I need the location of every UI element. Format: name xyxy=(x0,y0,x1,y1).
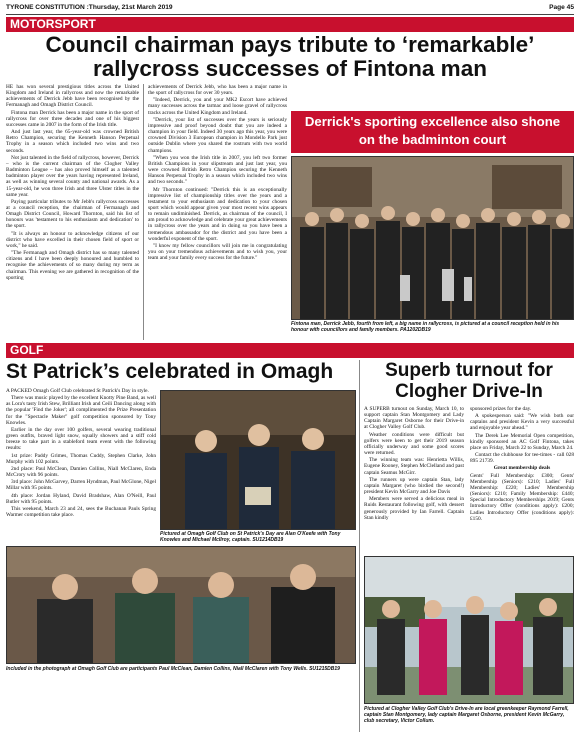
omagh-presentation-image xyxy=(161,391,356,530)
clogher-drive-in-image xyxy=(365,557,574,704)
section-bar-golf: GOLF xyxy=(6,343,574,358)
paragraph: "Derrick, your list of successes over the years is seriously impressive and proof beyond doubt that you are indeed a champion in your field. Indeed 30 years ago this year, you were crowned Division 3 European champion in Mondello Park just outside Dublin where you shared the rostrum with two world champions. xyxy=(148,116,287,154)
column-divider xyxy=(359,360,360,732)
page-number: Page 45 xyxy=(549,4,574,11)
paragraph: The winning team was: Henrietta Willis, Eugene Rooney, Stephen McClelland and past captain Seamus McGirr. xyxy=(364,457,464,476)
rally-headline: Council chairman pays tribute to ‘remarkable’ rallycross successes of Fintona man xyxy=(45,32,535,81)
omagh-headline: St Patrick’s celebrated in Omagh xyxy=(6,360,334,383)
paragraph: sponsored prizes for the day. xyxy=(470,406,532,412)
clogher-column-1 xyxy=(364,406,464,522)
paragraph: Members were served a delicious meal in Ruids Restaurant following golf, with dessert generously provided by Ian Farrell. Captain Stan kindly xyxy=(364,496,464,521)
page-header xyxy=(6,3,574,15)
paragraph: "Indeed, Derrick, you and your MK2 Escort have achieved many successes across the tarmac and loose gravel of rallycross tracks across the United Kingdom and Ireland. xyxy=(148,97,287,116)
clogher-headline: Superb turnout for Clogher Drive-In xyxy=(385,360,553,402)
group-photo-image xyxy=(292,157,574,320)
clogher-photo-caption: Pictured at Clogher Valley Golf Club's Drive-In are local greenkeeper Raymond Farrell, captain Stan Montgomery, lady captain Margaret Osborne, president Kevin McGarry, club secretary, Victor Collum. xyxy=(364,706,569,724)
clogher-column-2 xyxy=(470,406,574,523)
council-photo-caption: Fintona man, Derrick Jebb, fourth from left, a big name in rallycross, is pictured at a council reception held in his honour with councillors and family members. PA1202DB19 xyxy=(291,321,560,333)
paragraph: And just last year, the 65-year-old was crowned British Retro Champion, securing the Kenneth Hanson Perpetual Trophy in a season which included two wins and two seconds. xyxy=(6,129,139,154)
paper-dateline: TYRONE CONSTITUTION :Thursday, 21st March 2019 xyxy=(6,4,173,11)
paragraph: This weekend, March 23 and 24, sees the Buchanan Pauls Spring Warmer competition take place. xyxy=(6,505,156,518)
omagh-photo-2-caption: Included in the photograph at Omagh Golf Club are participants Paul McClean, Damien Collins, Niall McClaren with Tony Wells. SU1215DB19 xyxy=(6,666,340,672)
membership-subhead: Great membership deals xyxy=(493,465,551,472)
paragraph: 1st prize: Paddy Grimes, Thomas Cuddy, Stephen Clarke, John Murphy with 102 points. xyxy=(6,452,156,465)
paragraph: A spokesperson said: "We wish both our captains and president Kevin a very successful and enjoyable year ahead." xyxy=(470,413,574,432)
paragraph: Weather conditions were difficult but golfers were keen to get their 2019 season officially underway and some good scores were returned. xyxy=(364,431,464,457)
rally-column-2 xyxy=(148,84,287,262)
paragraph: The runners up were captain Stan, lady captain Margaret (who birdied the second!) president Kevin McGarry and Joe Davis xyxy=(364,476,464,496)
paragraph: A SUPERB turnout on Sunday, March 10, to support captain Stan Montgomery and Lady Captain Margaret Osborne for their Drive-in at Clogher Valley Golf Club. xyxy=(364,406,464,431)
paragraph: 2nd place: Paul McClean, Damien Collins, Niall McClaren, Enda McCrory with 96 points. xyxy=(6,465,156,479)
paragraph: Mr Thornton continued: "Derrick this is an exceptionally impressive list of championship titles over the years and a testament to your enthusiasm and dedication to your chosen sport which would appear given your most recent wins appears to remain undiminished. Derrick, as chairman of the council, I am proud to acknowledge and celebrate your great achievements in rallycross over the years and in doing so you have been a tremendous ambassador for the district and you have been a wonderful exponent of the sport. xyxy=(148,186,287,242)
paragraph: Fintona man Derrick has been a major name in the sport of rallycross for over three decades and one of his biggest successes came in 2007 in the form of the Irish title. xyxy=(6,109,139,128)
paragraph: "It is always an honour to acknowledge citizens of our district who have excelled in their chosen field of sport or work," he said. xyxy=(6,230,139,249)
paragraph: The Derek Lee Memorial Open competition, kindly sponsored an AC Golf Fintona, takes place on Friday, March 22 to Sunday, March 24. xyxy=(470,432,574,451)
paragraph: 4th place: Jordan Hyland, David Bradshaw, Alan O'Neill, Paul Butler with 95 points. xyxy=(6,492,156,505)
paragraph: Earlier in the day over 100 golfers, several wearing traditional green outfits, braved light snow, squally showers and a stiff cold breeze to take part in a stableford team event with the following results: xyxy=(6,426,156,452)
omagh-photo-1-caption: Pictured at Omagh Golf Club on St Patrick's Day are Alan O'Keefe with Tony Knowles and Michael McIlroy, captain. SU1214DB19 xyxy=(160,531,341,543)
membership-prices: Gents' Full Membership: £300; Gents' Membership (Seniors): £210; Ladies' Full Membership: £220; Ladies' Membership (Seniors): £210; Family Membership: £440; Special Introductory Memberships 2019; Gents Introductory Offer (conditions apply): £200; Ladies Introductory Offer (conditions apply): £150. xyxy=(470,472,574,522)
paragraph: "I know my fellow councillors will join me in congratulating you on your tremendous achievements and to wish you, your team and your family every success for the future." xyxy=(148,242,287,262)
clogher-photo xyxy=(364,556,574,704)
paragraph: achievements of Derrick Jebb, who has been a major name in the sport of rallycross for over 30 years. xyxy=(148,84,287,97)
paragraph: Paying particular tributes to Mr Jebb's rallycross successes at a council reception, the chairman of Fermanagh and Omagh District Council, Howard Thornton, said his list of honours was 'testament to his enthusiasm and dedication' to the sport. xyxy=(6,198,139,230)
paragraph: HE has won several prestigious titles across the United Kingdom and Ireland in rallycross and now the remarkable achievements of Derrick Jebb have been recognised by the Fermanagh and Omagh District Council. xyxy=(6,84,139,109)
paragraph: Contact the clubhouse for tee-times - call 028 895 21739. xyxy=(470,452,574,465)
column-divider xyxy=(143,84,144,340)
sidebar-headline: Derrick's sporting excellence also shone on the badminton court xyxy=(291,111,574,153)
section-bar-motorsport: MOTORSPORT xyxy=(6,17,574,32)
omagh-body xyxy=(6,388,156,519)
paragraph: "The Fermanagh and Omagh district has so many talented citizens and I have been deeply honoured and humbled to recognise the achievements of so many during my term as chairman. This evening we are gathered in recognition of the sporting xyxy=(6,250,139,281)
paragraph: There was music played by the excellent Knotty Pine Band, as well as Lora's tasty Irish Stew, Brilliant Irish and Ceili Dancing along with the popular 'Find the Joker'; all complimented the Prize Presentation for the "Spectacle Maker" golf competition sponsored by Tony Knowles. xyxy=(6,395,156,426)
paragraph: A PACKED Omagh Golf Club celebrated St Patrick's Day in style. xyxy=(6,388,149,394)
omagh-photo-2 xyxy=(6,546,356,664)
paragraph: Not just talented in the field of rallycross, however, Derrick – who is the current chairman of the Clogher Valley Badminton League – has also proved himself as a talented badminton player over the years having represented Ireland, as well as winning several county and national awards. As a 15-year-old, he won three Irish and three Ulster titles in the same year. xyxy=(6,154,139,198)
council-reception-photo xyxy=(291,156,574,320)
paragraph: 3rd place: John McGarvey, Darren Hyndman, Paul McGlone, Nigel Millar with 95 points. xyxy=(6,479,156,492)
omagh-photo-1 xyxy=(160,390,356,530)
omagh-participants-image xyxy=(7,547,356,664)
paragraph: "When you won the Irish title in 2007, you left two former British Champions in your slipstream and just last year, you were crowned British Retro Champion securing the Kenneth Hanson Perpetual Trophy in a season which included two wins and two seconds." xyxy=(148,154,287,186)
rally-column-1 xyxy=(6,84,139,282)
